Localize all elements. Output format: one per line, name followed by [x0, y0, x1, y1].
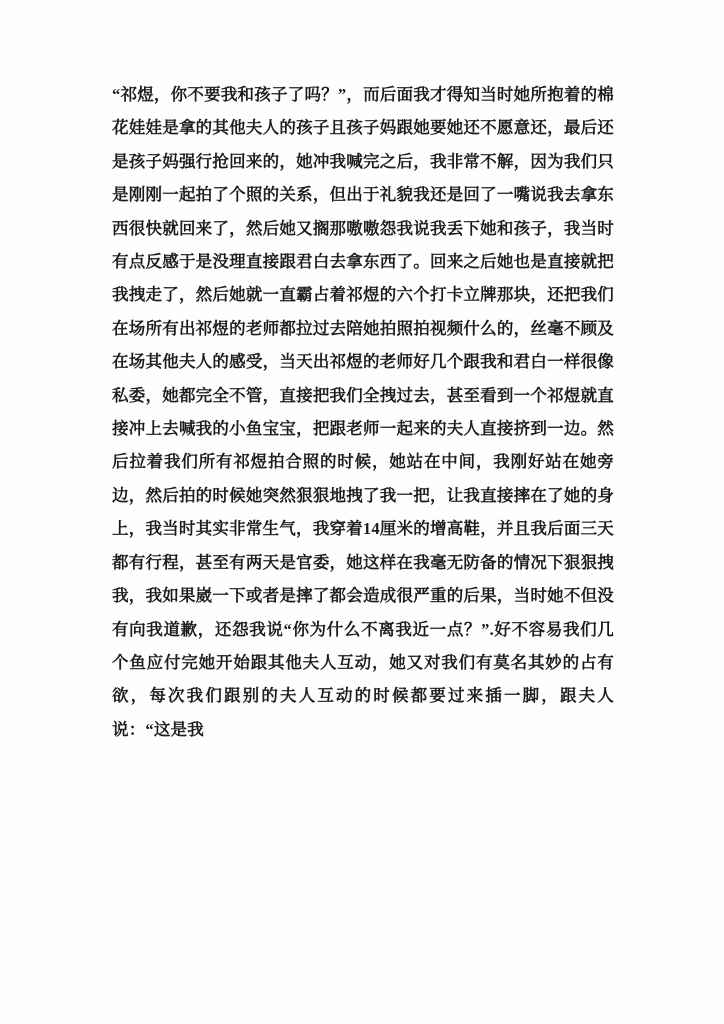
document-text-body: [112, 78, 614, 746]
body-paragraph: “祁煜，你不要我和孩子了吗？”，而后面我才得知当时她所抱着的棉花娃娃是拿的其他夫人的孩子且孩子妈跟她要她还不愿意还，最后还是孩子妈强行抢回来的，她冲我喊完之后，我非常不解，因为我们只是刚刚一起拍了个照的关系，但出于礼貌我还是回了一嘴说我去拿东西很快就回来了，然后她又搁那嗷嗷怨我说我丢下她和孩子，我当时有点反感于是没理直接跟君白去拿东西了。回来之后她也是直接就把我拽走了，然后她就一直霸占着祁煜的六个打卡立牌那块，还把我们在场所有出祁煜的老师都拉过去陪她拍照拍视频什么的，丝毫不顾及在场其他夫人的感受，当天出祁煜的老师好几个跟我和君白一样很像私委，她都完全不管，直接把我们全拽过去，甚至看到一个祁煜就直接冲上去喊我的小鱼宝宝，把跟老师一起来的夫人直接挤到一边。然后拉着我们所有祁煜拍合照的时候，她站在中间，我刚好站在她旁边，然后拍的时候她突然狠狠地拽了我一把，让我直接摔在了她的身上，我当时其实非常生气，我穿着14厘米的增高鞋，并且我后面三天都有行程，甚至有两天是官委，她这样在我毫无防备的情况下狠狠拽我，我如果崴一下或者是摔了都会造成很严重的后果，当时她不但没有向我道歉，还怨我说“你为什么不离我近一点？”.好不容易我们几个鱼应付完她开始跟其他夫人互动，她又对我们有莫名其妙的占有欲，每次我们跟别的夫人互动的时候都要过来插一脚，跟夫人说：“这是我: [112, 85, 614, 739]
